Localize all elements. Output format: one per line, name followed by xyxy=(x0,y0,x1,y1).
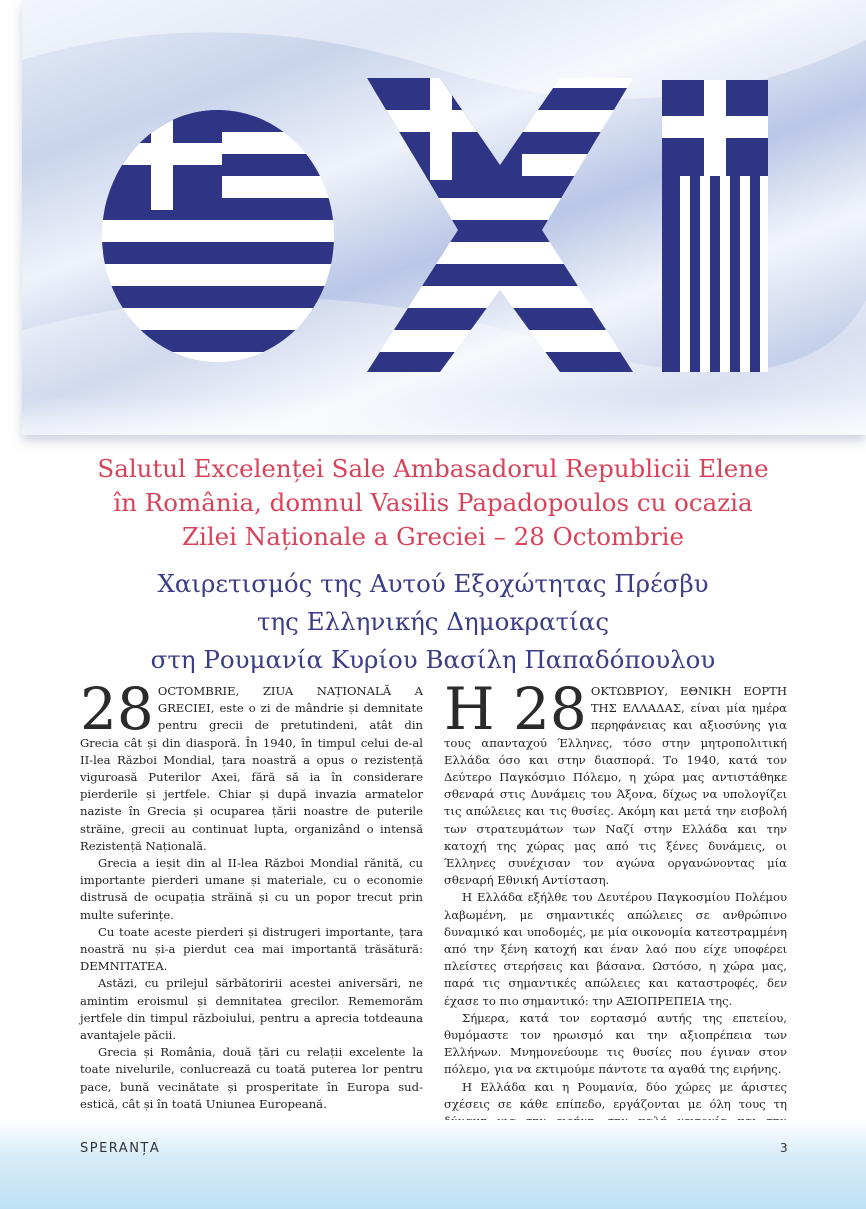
drop-cap: Η 28 xyxy=(444,675,587,743)
paragraph: ΟΚΤΩΒΡΙΟΥ, ΕΘΝΙΚΗ ΕΟΡΤΗ ΤΗΣ ΕΛΛΑΔΑΣ, είναι μία ημέρα περηφάνειας και αξιοσύνης για τους απανταχού Έλληνες, τόσο στην μητροπολιτική Ελλάδα όσο και στην διασπορά. Το 1940, κατά τον Δεύτερο Παγκόσμιο Πόλεμο, η χώρα μας αντιστάθηκε σθεναρά στις Δυνάμεις του Άξονα, δίχως να υπολογίζει τις απώλειες και τις θυσίες. Ακόμη και μετά την εισβολή των στρατευμάτων των Ναζί στην Ελλάδα και την κατοχή της χώρας μας από τις ξένες δυνάμεις, οι Έλληνες συνέχισαν τον αγώνα οργανώνοντας μία σθεναρή Εθνική Αντίσταση. xyxy=(444,684,787,888)
title-romanian xyxy=(0,452,866,554)
title-gr-line: Χαιρετισμός της Αυτού Εξοχώτητας Πρέσβυ xyxy=(157,569,709,598)
title-greek xyxy=(0,565,866,679)
hero-fade xyxy=(22,395,866,435)
title-ro-line: în România, domnul Vasilis Papadopoulos cu ocazia xyxy=(113,488,753,517)
hero-image xyxy=(22,0,866,435)
article-column-greek xyxy=(444,675,787,1165)
paragraph: Η Ελλάδα και η Ρουμανία, δύο χώρες με άριστες σχέσεις σε κάθε επίπεδο, εργάζονται με όλη τους τη xyxy=(444,1079,787,1111)
magazine-name: SPERANȚA xyxy=(80,1141,161,1156)
article-column-romanian xyxy=(80,675,423,1113)
paragraph: Astăzi, cu prilejul sărbătoririi acestei aniversări, ne amintim eroismul și demnitatea grecilor. Rememorăm jertfele din timpul războiului, pentru a aprecia totdeauna avantajele păcii. xyxy=(80,976,423,1043)
oxi-greek-flag-letters-icon xyxy=(22,0,866,435)
title-ro-line: Zilei Naționale a Greciei – 28 Octombrie xyxy=(181,522,685,551)
paragraph: Η Ελλάδα εξήλθε του Δευτέρου Παγκοσμίου Πολέμου λαβωμένη, με σημαντικές απώλειες σε ανθρώπινο δυναμικό και υποδομές, με μία οικονομία κατεστραμμένη από την ξένη κατοχή και έναν λαό που είχε υποφέρει πλείστες στερήσεις και βάσανα. Ωστόσο, η χώρα μας, παρά τις σημαντικές απώλειες και καταστροφές, δεν έχασε το πιο σημαντικό: την ΑΞΙΟΠΡΕΠΕΙΑ της. xyxy=(444,890,787,1008)
paragraph: Σήμερα, κατά τον εορτασμό αυτής της επετείου, θυμόμαστε τον ηρωισμό και την αξιοπρέπεια των Ελλήνων. Μνημονεύουμε τις θυσίες που έγιναν στον πόλεμο, για να εκτιμούμε πάντοτε τα αγαθά της ειρήνης. xyxy=(444,1010,787,1077)
paragraph: Cu toate aceste pierderi și distrugeri importante, țara noastră nu și-a pierdut cea mai importantă trăsătură: DEMNITATEA. xyxy=(80,924,423,974)
title-gr-line: στη Ρουμανία Κυρίου Βασίλη Παπαδόπουλου xyxy=(150,645,716,674)
page-footer xyxy=(0,1120,866,1209)
drop-cap: 28 xyxy=(80,675,154,743)
paragraph: Grecia și România, două țări cu relații excelente la toate nivelurile, conlucrează cu toată puterea lor pentru pace, bună vecinătate și prosperitate în Europa sud-estică, cât și în toată Uniunea Europeană. xyxy=(80,1045,423,1111)
paragraph: OCTOMBRIE, ZIUA NAȚIONALĂ A GRECIEI, este o zi de mândrie și demnitate pentru grecii de pretutindeni, atât din Grecia cât și din diasporă. În 1940, în timpul celui de-al II-lea Război Mondial, țara noastră a opus o rezistență viguroasă Puterilor Axei, fără să ia în considerare pierderile și jertfele. Chiar și după invazia armatelor naziste în Grecia și ocuparea țării noastre de puterile străine, grecii au continuat lupta, organizând o intensă Rezistență Națională. xyxy=(80,684,423,853)
paragraph: Grecia a ieșit din al II-lea Război Mondial rănită, cu importante pierderi umane și materiale, cu o economie distrusă de ocupația străină și cu un popor trecut prin multe suferințe. xyxy=(80,856,423,922)
title-gr-line: της Ελληνικής Δημοκρατίας xyxy=(256,607,610,636)
title-ro-line: Salutul Excelenței Sale Ambasadorul Republicii Elene xyxy=(97,454,769,483)
page-number: 3 xyxy=(780,1141,788,1155)
